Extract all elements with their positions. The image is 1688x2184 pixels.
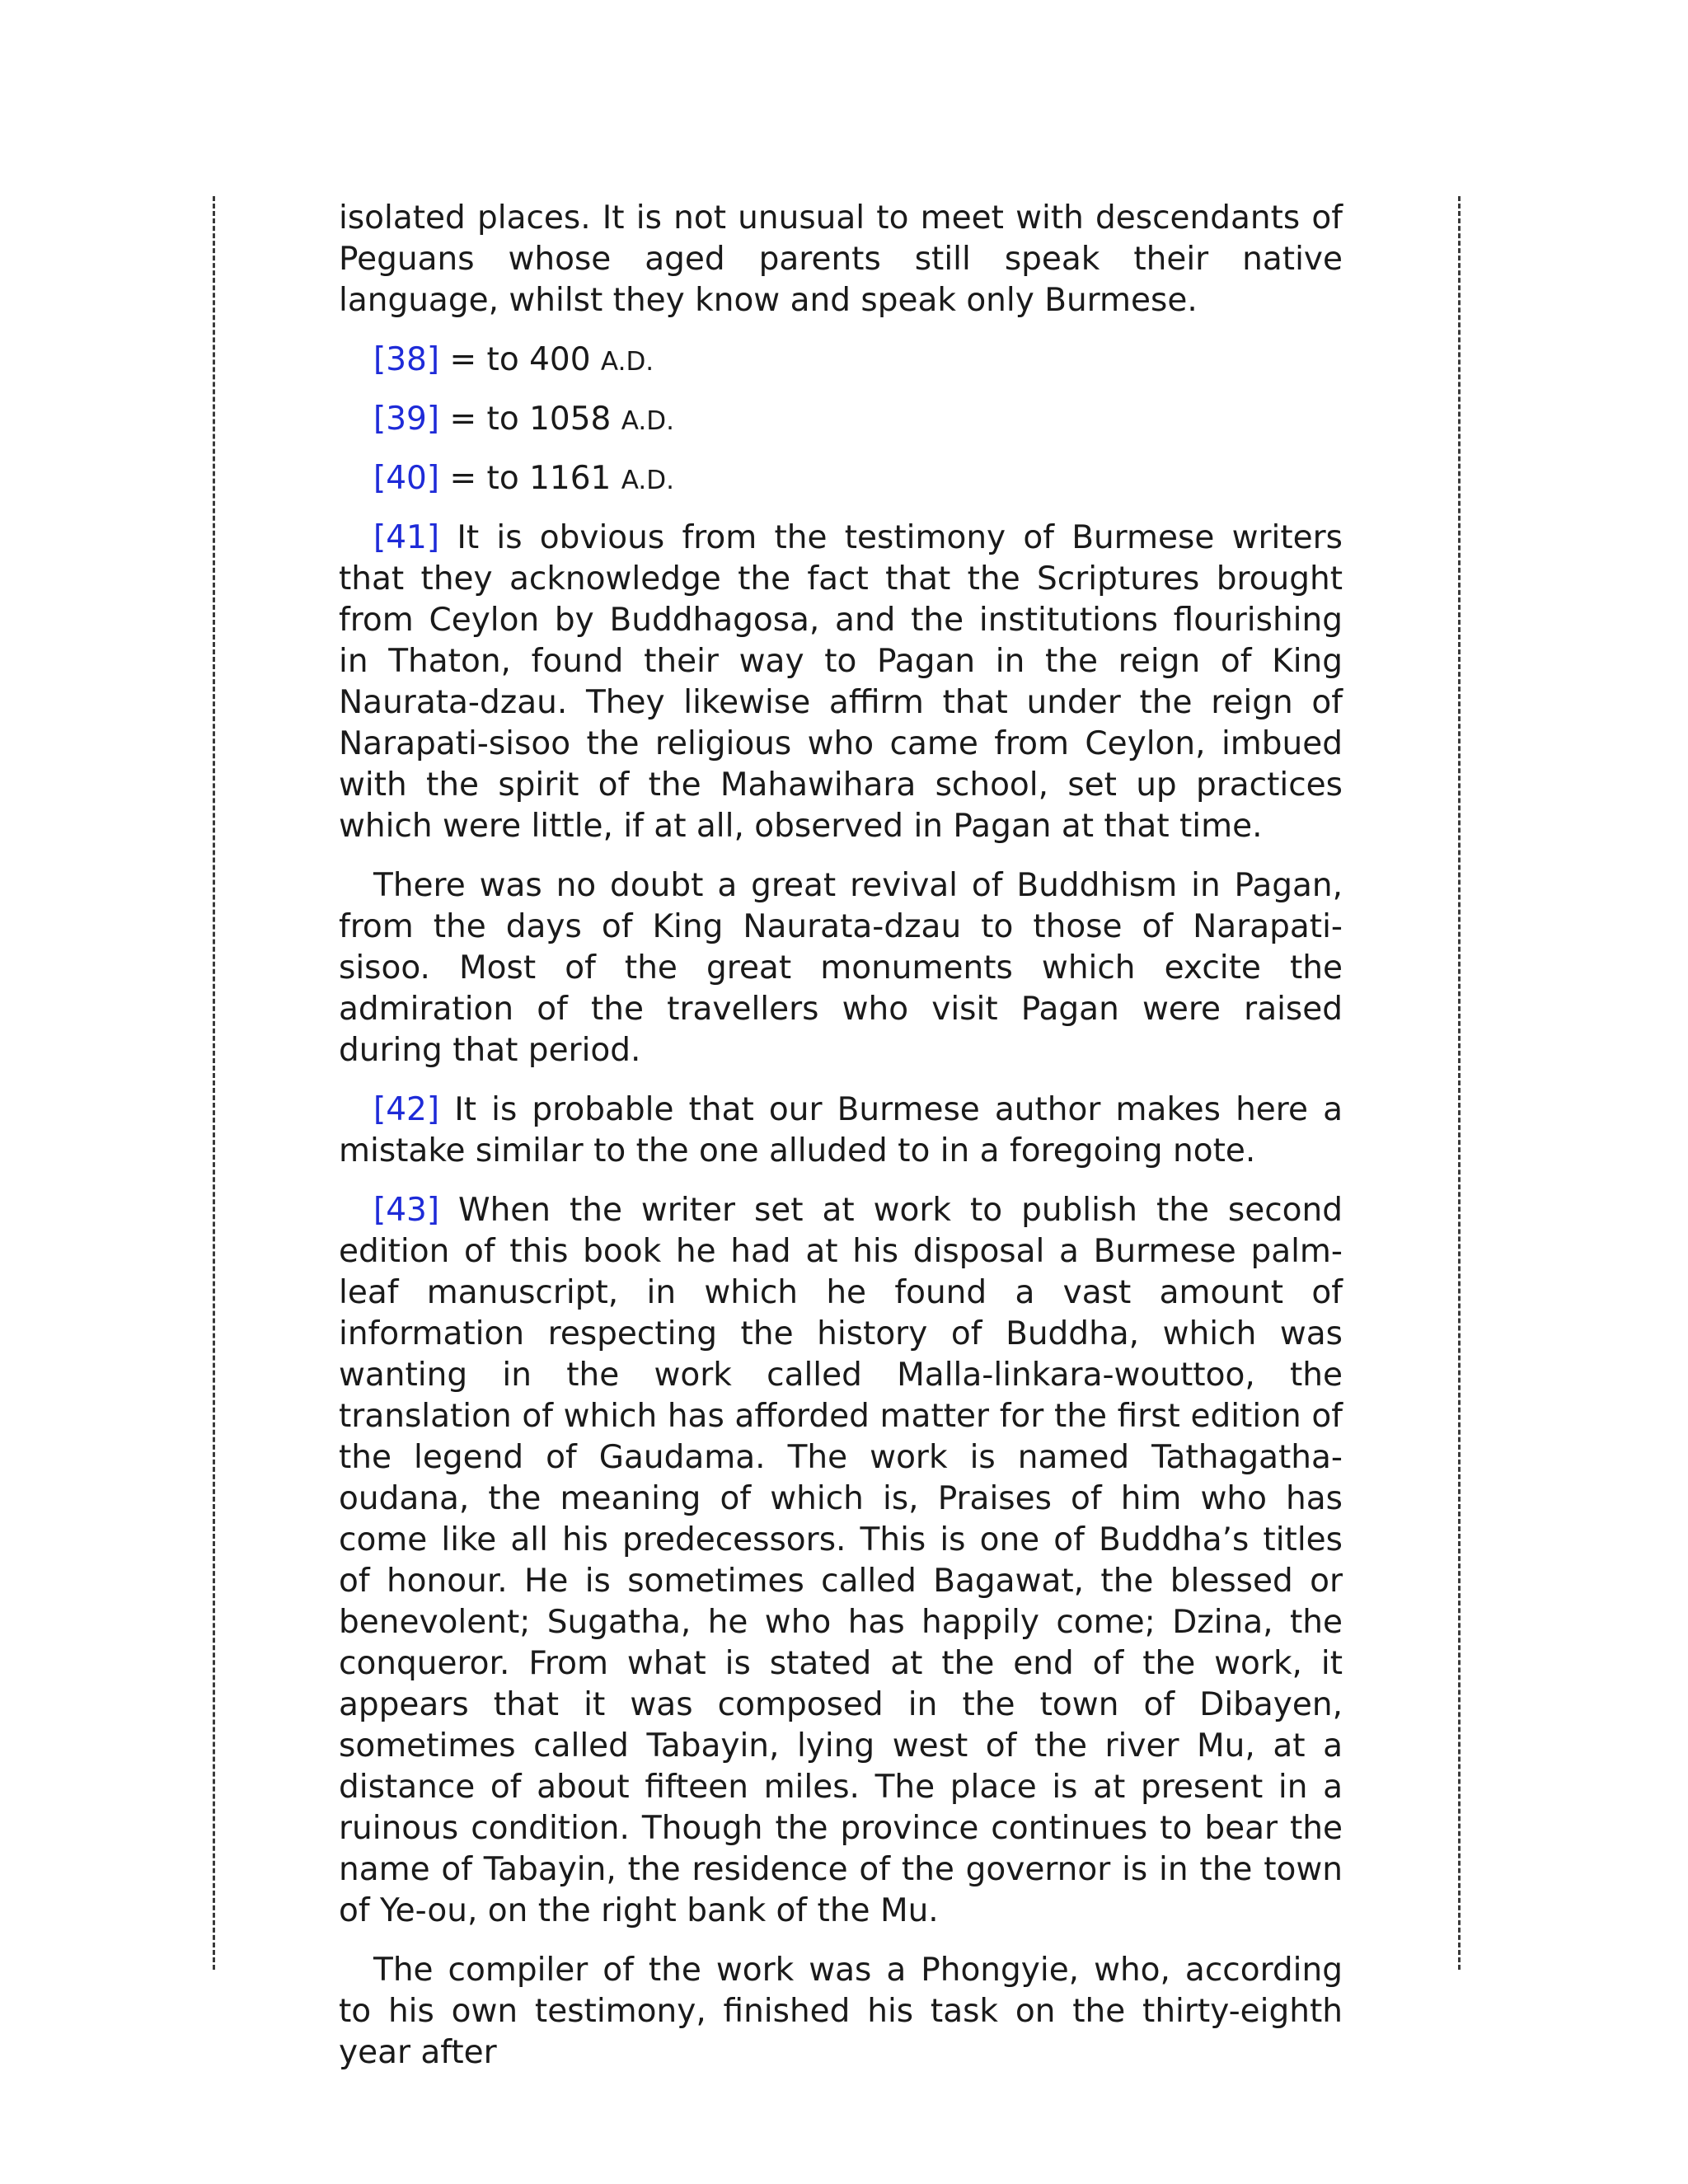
footnote-text: = to 1161 (439, 460, 621, 497)
footnote-43 (339, 1190, 1343, 1932)
footnote-41 (339, 518, 1343, 847)
era-label: A.D. (600, 347, 654, 377)
footnote-link-43[interactable]: [43] (373, 1192, 440, 1229)
footnote-text: It is probable that our Burmese author makes here a mistake similar to the one alluded to in a foregoing note. (339, 1091, 1343, 1169)
text-column (339, 198, 1343, 2092)
footnote-38 (339, 340, 1343, 382)
footnote-text: When the writer set at work to publish the second edition of this book he had at his disposal a Burmese palm-leaf manuscript, in which he found a vast amount of information respecting the history of Buddha, which was wanting in the work called Malla-linkara-wouttoo, the translation of which has afforded matter for the first edition of the legend of Gaudama. The work is named Tathagatha-oudana, the meaning of which is, Praises of him who has come like all his predecessors. This is one of Buddha’s titles of honour. He is sometimes called Bagawat, the blessed or benevolent; Sugatha, he who has happily come; Dzina, the conqueror. From what is stated at the end of the work, it appears that it was composed in the town of Dibayen, sometimes called Tabayin, lying west of the river Mu, at a distance of about fifteen miles. The place is at present in a ruinous condition. Though the province continues to bear the name of Tabayin, the residence of the governor is in the town of Ye-ou, on the right bank of the Mu. (339, 1192, 1343, 1929)
footnote-text: = to 1058 (439, 401, 621, 438)
footnote-text: = to 400 (439, 341, 601, 378)
footnote-text: It is obvious from the testimony of Burmese writers that they acknowledge the fact that the Scriptures brought from Ceylon by Buddhagosa, and the institutions flourishing in Thaton, found their way to Pagan in the reign of King Naurata-dzau. They likewise affirm that under the reign of Narapati-sisoo the religious who came from Ceylon, imbued with the spirit of the Mahawihara school, set up practices which were little, if at all, observed in Pagan at that time. (339, 519, 1343, 845)
paragraph-text: There was no doubt a great revival of Buddhism in Pagan, from the days of King Naurata-dzau to those of Narapati-sisoo. Most of the great monuments which excite the admiration of the travellers who visit Pagan were raised during that period. (339, 867, 1343, 1069)
era-label: A.D. (621, 466, 674, 495)
footnote-39 (339, 399, 1343, 442)
footnote-link-41[interactable]: [41] (373, 519, 440, 556)
paragraph-text: isolated places. It is not unusual to meet with descendants of Peguans whose aged parents still speak their native language, whilst they know and speak only Burmese. (339, 199, 1343, 319)
era-label: A.D. (621, 406, 674, 436)
paragraph-continuation (339, 198, 1343, 321)
footnote-41-continued (339, 865, 1343, 1071)
footnote-42 (339, 1090, 1343, 1172)
footnote-link-38[interactable]: [38] (373, 341, 440, 378)
footnote-link-42[interactable]: [42] (373, 1091, 440, 1128)
footnote-link-39[interactable]: [39] (373, 401, 440, 438)
paragraph-text: The compiler of the work was a Phongyie, who, according to his own testimony, finished his task on the thirty-eighth year after (339, 1952, 1343, 2071)
footnote-43-continued (339, 1950, 1343, 2074)
footnote-40 (339, 458, 1343, 501)
footnote-link-40[interactable]: [40] (373, 460, 440, 497)
